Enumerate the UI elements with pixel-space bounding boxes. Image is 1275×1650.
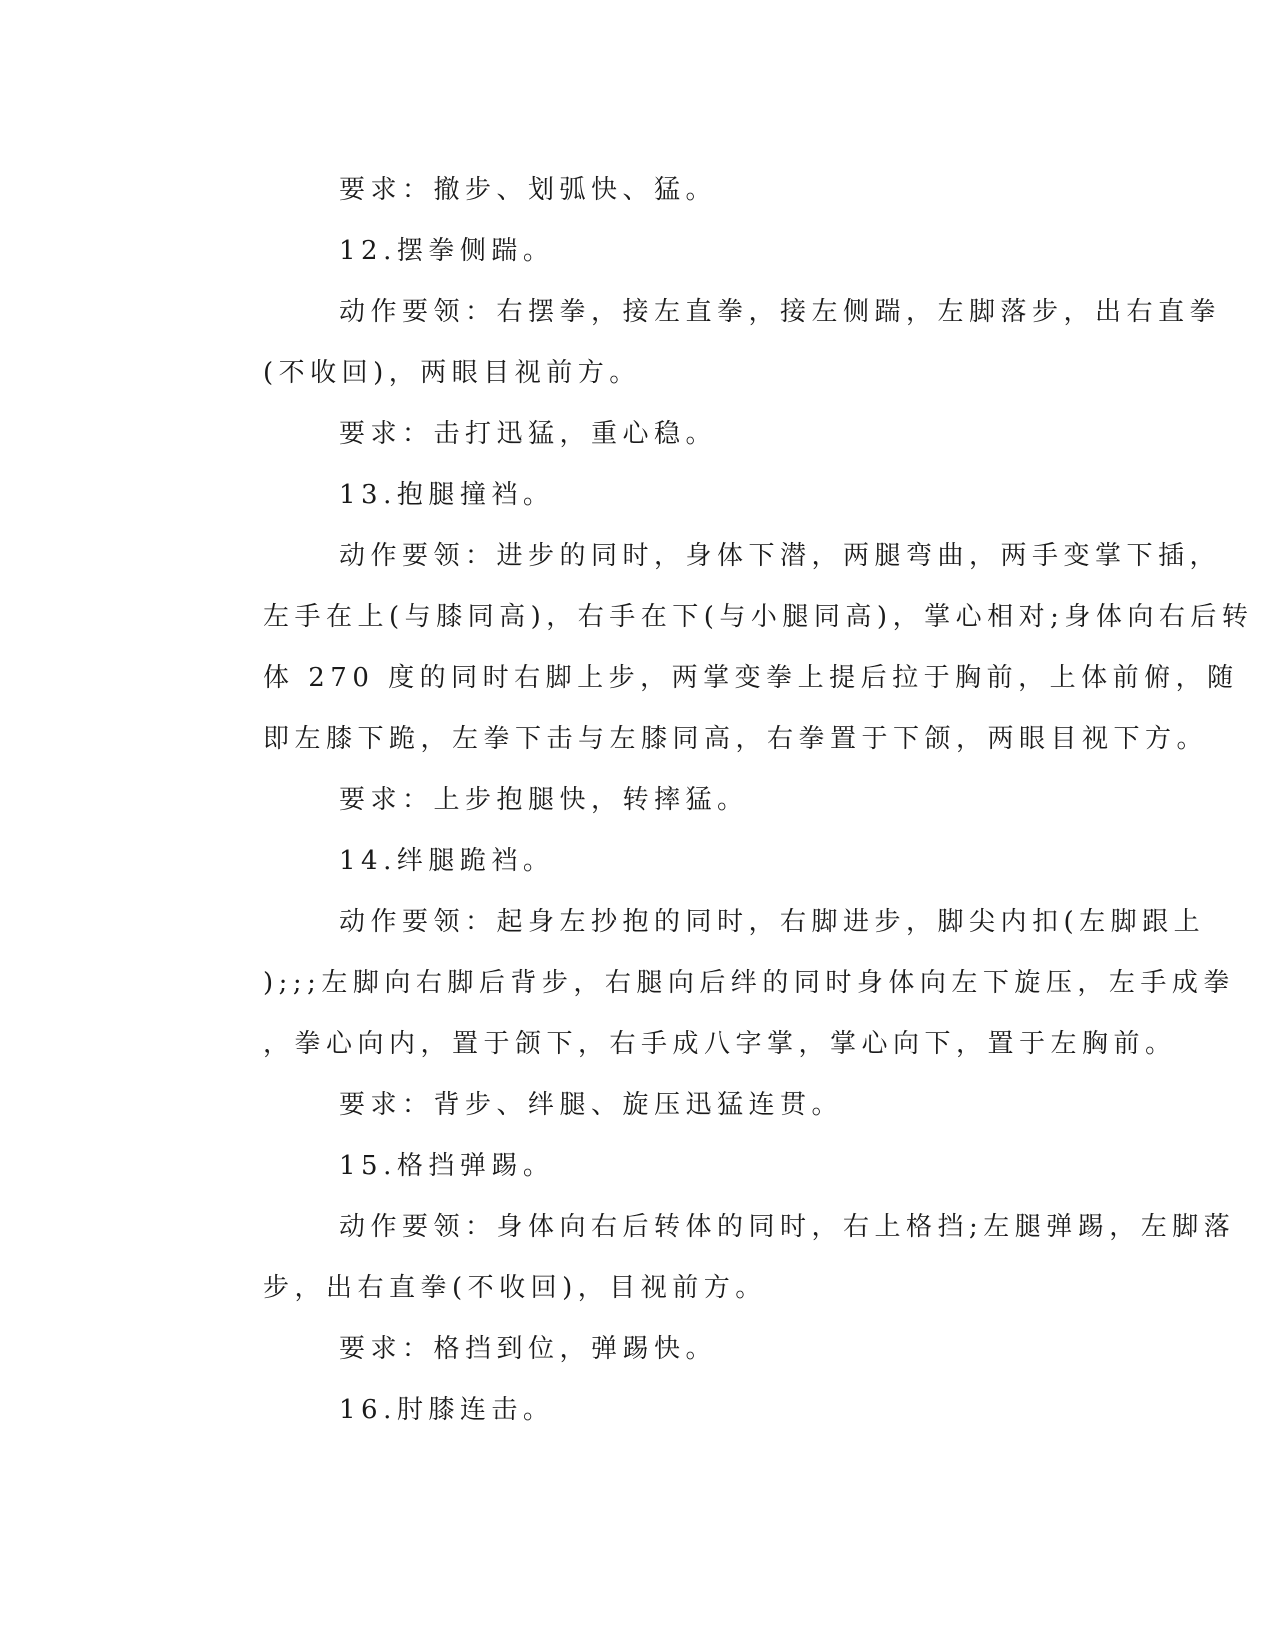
heading-15	[187, 1136, 1077, 1197]
paragraph-essentials-12	[187, 282, 1222, 404]
text-line: 16.肘膝连击。	[339, 1395, 555, 1425]
text-line: 要求：上步抱腿快，转摔猛。	[339, 785, 749, 815]
text-line: 12.摆拳侧踹。	[339, 236, 555, 266]
text-line: );;;左脚向右脚后背步，右腿向后绊的同时身体向左下旋压，左手成拳	[263, 968, 1235, 998]
document-body	[187, 160, 1254, 1441]
text-line: 要求：击打迅猛，重心稳。	[339, 419, 718, 449]
text-line: (不收回)，两眼目视前方。	[263, 358, 641, 388]
paragraph-essentials-14	[187, 892, 1235, 1075]
text-line: 动作要领：进步的同时，身体下潜，两腿弯曲，两手变掌下插，	[339, 541, 1222, 571]
text-line: 左手在上(与膝同高)，右手在下(与小腿同高)，掌心相对;身体向右后转	[263, 602, 1254, 632]
text-line: 动作要领：起身左抄抱的同时，右脚进步，脚尖内扣(左脚跟上	[339, 907, 1206, 937]
text-line: 要求：背步、绊腿、旋压迅猛连贯。	[339, 1090, 844, 1120]
text-line: 13.抱腿撞裆。	[339, 480, 555, 510]
text-line: 要求：撤步、划弧快、猛。	[339, 175, 718, 205]
paragraph-essentials-15	[187, 1197, 1236, 1319]
text-line: 14.绊腿跪裆。	[339, 846, 555, 876]
heading-14	[187, 831, 1077, 892]
heading-12	[187, 221, 1077, 282]
text-line: 动作要领：右摆拳，接左直拳，接左侧踹，左脚落步，出右直拳	[339, 297, 1222, 327]
paragraph-essentials-13	[187, 526, 1254, 770]
text-line: 步，出右直拳(不收回)，目视前方。	[263, 1273, 767, 1303]
paragraph-requirement-14	[187, 1075, 1077, 1136]
text-line: 15.格挡弹踢。	[339, 1151, 555, 1181]
paragraph-requirement-12	[187, 404, 1077, 465]
text-line: ，拳心向内，置于颌下，右手成八字掌，掌心向下，置于左胸前。	[263, 1029, 1177, 1059]
text-line: 即左膝下跪，左拳下击与左膝同高，右拳置于下颌，两眼目视下方。	[263, 724, 1209, 754]
paragraph-requirement-15	[187, 1319, 1077, 1380]
text-line: 要求：格挡到位，弹踢快。	[339, 1334, 718, 1364]
heading-13	[187, 465, 1077, 526]
paragraph-requirement-11	[187, 160, 1077, 221]
text-line: 体 270 度的同时右脚上步，两掌变拳上提后拉于胸前，上体前俯，随	[263, 663, 1239, 693]
paragraph-requirement-13	[187, 770, 1077, 831]
text-line: 动作要领：身体向右后转体的同时，右上格挡;左腿弹踢，左脚落	[339, 1212, 1236, 1242]
heading-16	[187, 1380, 1077, 1441]
